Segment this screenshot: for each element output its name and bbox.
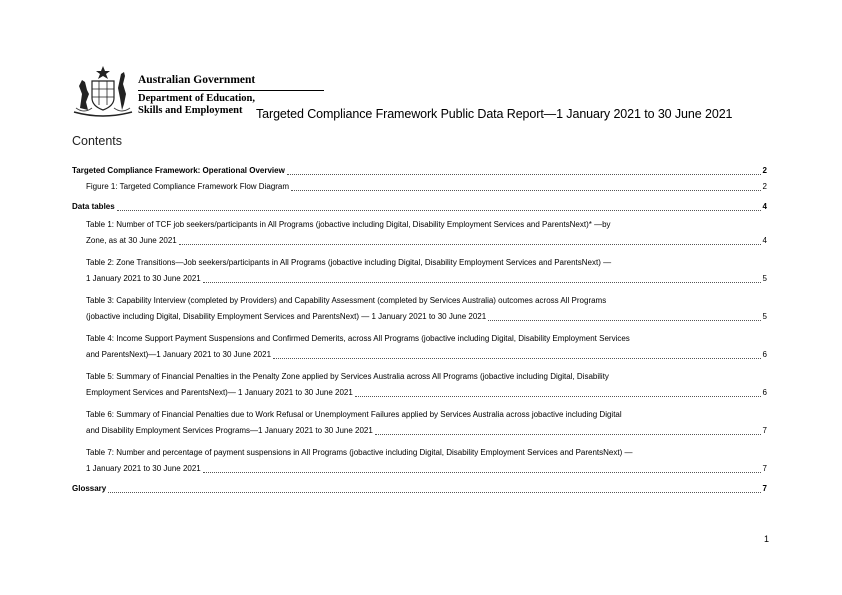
toc-entry-title: Data tables — [72, 202, 115, 211]
toc-page-number: 5 — [762, 312, 767, 321]
report-title: Targeted Compliance Framework Public Data Report—1 January 2021 to 30 June 2021 — [256, 107, 733, 121]
toc-leader — [291, 190, 761, 191]
toc-page-number: 7 — [762, 464, 767, 473]
toc-entry-operational-overview[interactable] — [72, 163, 767, 179]
contents-heading: Contents — [72, 134, 123, 148]
toc-entry-title-line-1: Table 6: Summary of Financial Penalties due to Work Refusal or Unemployment Failures applied by Services Australia across jobactive including Digital — [86, 410, 622, 419]
toc-entry-title-line-2: and Disability Employment Services Programs—1 January 2021 to 30 June 2021 — [86, 426, 373, 435]
toc-page-number: 6 — [762, 388, 767, 397]
government-name: Australian Government — [138, 74, 256, 86]
toc-entry-title-line-1: Table 4: Income Support Payment Suspensions and Confirmed Demerits, across All Programs (jobactive including Digital, Disability Employment Services — [86, 334, 630, 343]
toc-leader — [179, 244, 761, 245]
toc-leader — [203, 472, 761, 473]
toc-page-number: 5 — [762, 274, 767, 283]
toc-entry-title-line-2: 1 January 2021 to 30 June 2021 — [86, 274, 201, 283]
toc-entry-table-4[interactable] — [72, 331, 767, 363]
toc-entry-data-tables[interactable] — [72, 199, 767, 215]
toc-entry-title-line-2: Zone, as at 30 June 2021 — [86, 236, 177, 245]
toc-entry-table-5[interactable] — [72, 369, 767, 401]
department-name — [138, 93, 255, 117]
toc-entry-title-line-1: Table 1: Number of TCF job seekers/participants in All Programs (jobactive including Digital, Disability Employment Services and ParentsNext)* —by — [86, 220, 611, 229]
department-line-2: Skills and Employment — [138, 105, 243, 116]
toc-page-number: 6 — [762, 350, 767, 359]
toc-entry-table-6[interactable] — [72, 407, 767, 439]
toc-page-number: 4 — [762, 236, 767, 245]
toc-entry-title-line-2: 1 January 2021 to 30 June 2021 — [86, 464, 201, 473]
toc-entry-title-line-1: Table 7: Number and percentage of payment suspensions in All Programs (jobactive including Digital, Disability Employment Services and ParentsNext) — — [86, 448, 633, 457]
toc-page-number: 4 — [762, 202, 767, 211]
toc-entry-title: Targeted Compliance Framework: Operational Overview — [72, 166, 285, 175]
toc-entry-title: Glossary — [72, 484, 107, 493]
department-line-1: Department of Education, — [138, 93, 255, 104]
toc-entry-title-line-2: Employment Services and ParentsNext)— 1 January 2021 to 30 June 2021 — [86, 388, 353, 397]
toc-entry-glossary[interactable] — [72, 481, 767, 497]
toc-entry-title: Figure 1: Targeted Compliance Framework Flow Diagram — [86, 182, 290, 191]
toc-page-number: 2 — [762, 166, 767, 175]
page-number: 1 — [764, 534, 770, 544]
coat-of-arms-icon — [72, 64, 134, 120]
toc-entry-table-2[interactable] — [72, 255, 767, 287]
toc-leader — [273, 358, 761, 359]
toc-leader — [203, 282, 761, 283]
toc-leader — [117, 210, 761, 211]
toc-leader — [108, 492, 760, 493]
toc-leader — [287, 174, 761, 175]
toc-entry-table-3[interactable] — [72, 293, 767, 325]
toc-entry-title-line-1: Table 5: Summary of Financial Penalties in the Penalty Zone applied by Services Australia across All Programs (jobactive including Digital, Disability — [86, 372, 609, 381]
toc-leader — [488, 320, 760, 321]
toc-entry-title-line-1: Table 3: Capability Interview (completed by Providers) and Capability Assessment (completed by Services Australia) outcomes across All Programs — [86, 296, 607, 305]
header-divider — [138, 90, 324, 91]
toc-leader — [355, 396, 761, 397]
table-of-contents — [72, 163, 767, 497]
toc-entry-table-7[interactable] — [72, 445, 767, 477]
toc-leader — [375, 434, 761, 435]
toc-page-number: 7 — [762, 426, 767, 435]
toc-entry-figure-1[interactable] — [72, 179, 767, 195]
toc-entry-title-line-2: (jobactive including Digital, Disability Employment Services and ParentsNext) — 1 January 2021 to 30 June 2021 — [86, 312, 487, 321]
toc-page-number: 7 — [762, 484, 767, 493]
toc-entry-table-1[interactable] — [72, 217, 767, 249]
document-header — [72, 62, 772, 122]
toc-entry-title-line-2: and ParentsNext)—1 January 2021 to 30 June 2021 — [86, 350, 272, 359]
toc-page-number: 2 — [762, 182, 767, 191]
toc-entry-title-line-1: Table 2: Zone Transitions—Job seekers/participants in All Programs (jobactive including Digital, Disability Employment Services and ParentsNext) — — [86, 258, 612, 267]
